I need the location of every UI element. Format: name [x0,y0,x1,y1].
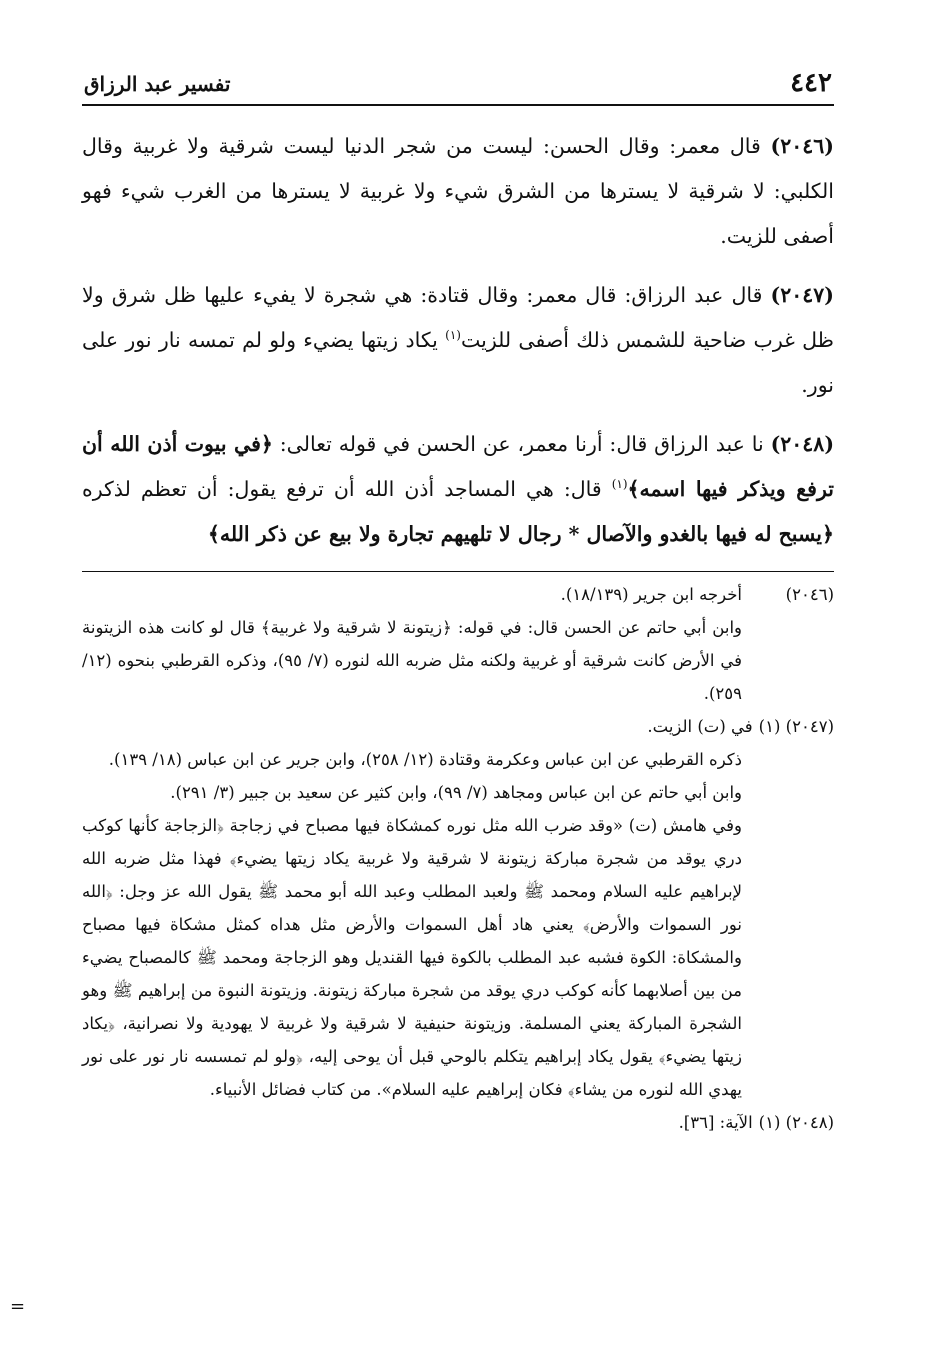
entry-number: (٢٠٤٦) [770,134,834,158]
continuation-mark: = [10,1296,26,1317]
running-title: تفسير عبد الرزاق [84,72,231,96]
page-header [82,62,834,106]
footnote-ref: (١) [445,328,461,343]
footnote-line: أخرجه ابن جرير (١٨/١٣٩). [560,585,742,604]
paragraph-2047 [82,273,834,408]
paragraph-2046 [82,124,834,259]
paragraph-text: قال عبد الرزاق: قال معمر: وقال قتادة: هي شجرة لا يفيء عليها ظل شرق ولا ظل غرب ضاحية للشمس ذلك أصفى للزيت [82,283,834,352]
quran-quote: ﴿في بيوت أذن الله أن ترفع ويذكر فيها اسمه﴾ [82,432,834,501]
footnote-line: ذكره القرطبي عن ابن عباس وعكرمة وقتادة (١٢/ ٢٥٨)، وابن جرير عن ابن عباس (١٨/ ١٣٩). [108,750,742,769]
footnote-label: (٢٠٤٦) [785,585,834,604]
footnote-line: وابن أبي حاتم عن ابن عباس ومجاهد (٧/ ٩٩)، وابن كثير عن سعيد بن جبير (٣/ ٢٩١). [170,783,742,802]
paragraph-text: قال معمر: وقال الحسن: ليست من شجر الدنيا ليست شرقية ولا غربية وقال الكلبي: لا شرقية لا يسترها من الشرق شيء ولا غربية لا يسترها من الغرب شيء فهو أصفى للزيت. [82,134,834,248]
paragraph-text: قال: هي المساجد أذن الله أن ترفع يقول: أن تعظم لذكره [82,477,612,501]
paragraph-2048 [82,422,834,557]
footnote-ref: (١) [611,477,628,492]
page-number: ٤٤٢ [790,68,832,98]
footnote-body [82,578,742,710]
footnote-label: (٢٠٤٧) (١) [758,717,834,736]
paragraph-text: نا عبد الرزاق قال: أرنا معمر، عن الحسن في قوله تعالى: [272,432,764,456]
footnote-body [82,710,753,743]
entry-number: (٢٠٤٨) [770,432,835,456]
footnote-2047 [82,710,834,743]
footnote-body [82,1106,753,1139]
footnote-label: (٢٠٤٨) (١) [758,1113,834,1132]
footnote-2048 [82,1106,834,1139]
footnote-line: في (ت) الزيت. [647,717,753,736]
quran-quote: ﴿يسبح له فيها بالغدو والآصال * رجال لا تلهيهم تجارة ولا بيع عن ذكر الله﴾ [207,522,834,546]
entry-number: (٢٠٤٧) [770,283,834,307]
footnote-line: وابن أبي حاتم عن الحسن قال: في قوله: ﴿زيتونة لا شرقية ولا غربية﴾ قال لو كانت هذه الزيتونة في الأرض كانت شرقية أو غربية ولكنه مثل ضربه الله لنوره (٧/ ٩٥)، وذكره القرطبي بنحوه (١٢/ ٢٥٩). [82,618,742,703]
footnote-line: وفي هامش (ت) «وقد ضرب الله مثل نوره كمشكاة فيها مصباح في زجاجة ﴿الزجاجة كأنها كوكب دري يوقد من شجرة مباركة زيتونة لا شرقية ولا غربية يكاد زيتها يضيء﴾ فهذا مثل ضربه الله لإبراهيم عليه السلام ومحمد ﷺ ولعبد المطلب وعبد الله أبو محمد ﷺ يقول الله عز وجل: ﴿الله نور السموات والأرض﴾ يعني هاد أهل السموات والأرض مثل هداه كمثل مشكاة فيها مصباح والمشكاة: الكوة فشبه عبد المطلب بالكوة فيها القنديل وهو الزجاجة ومحمد ﷺ كالمصباح يضيء من بين أصلابهما كأنه كوكب دري يوقد من شجرة مباركة زيتونة. وزيتونة النبوة من إبراهيم ﷺ وهو الشجرة المباركة يعني المسلمة. وزيتونة حنيفية لا شرقية ولا غربية لا يهودية ولا نصرانية، ﴿يكاد زيتها يضيء﴾ يقول يكاد إبراهيم يتكلم بالوحي قبل أن يوحى إليه، ﴿ولو لم تمسسه نار نور على نور يهدي الله لنوره من يشاء﴾ فكان إبراهيم عليه السلام». من كتاب فضائل الأنبياء. [82,816,742,1099]
document-page [82,62,834,1322]
footnotes-section [82,571,834,1139]
footnote-line: الآية: [٣٦]. [678,1113,753,1132]
footnote-2046 [82,578,834,710]
paragraph-text: يكاد زيتها يضيء ولو لم تمسه نار نور على نور. [82,328,834,397]
footnote-2047-continuation [82,743,834,1106]
main-text [82,124,834,557]
